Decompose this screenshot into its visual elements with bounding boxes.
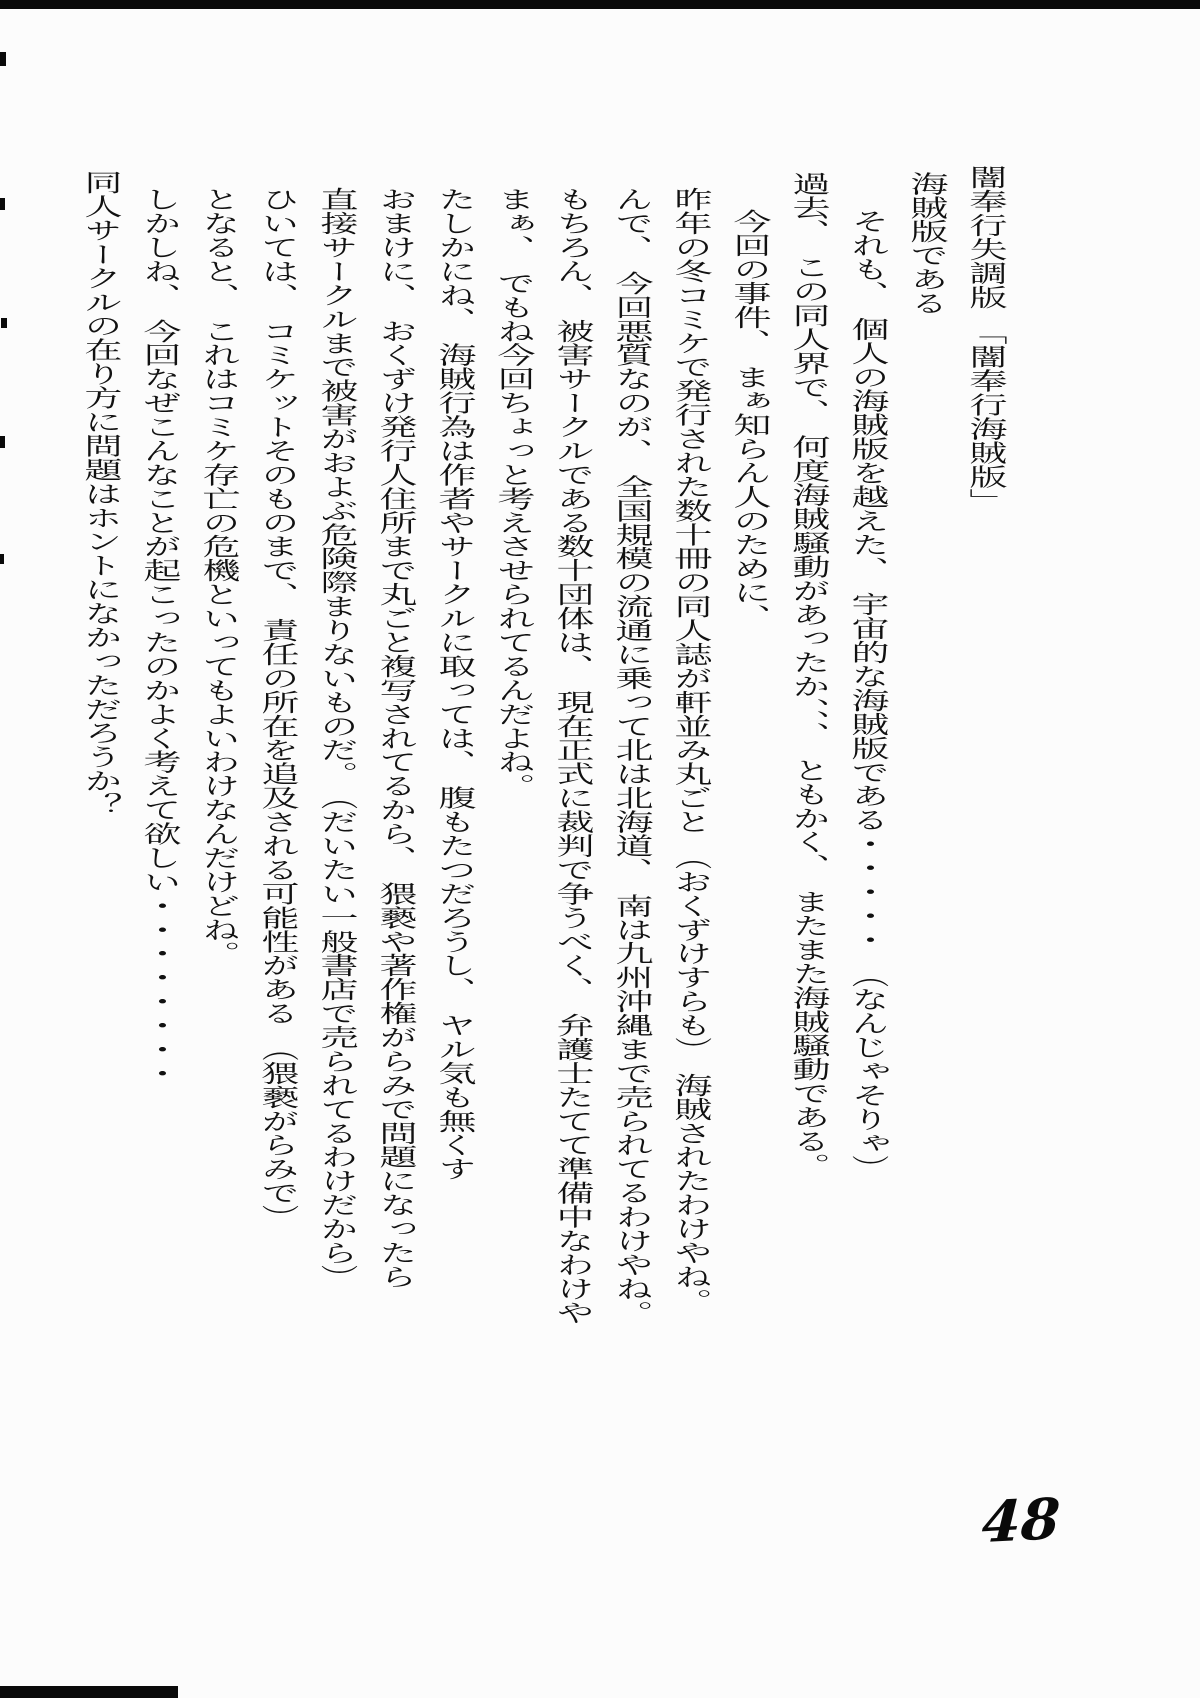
text-column: もちろん、 被害サークルである数十団体は、 現在正式に裁判で争うべく、 弁護士たてて準備中なわけや (550, 187, 592, 1325)
page-number: 48 (980, 1485, 1062, 1557)
vertical-text-block (69, 165, 1013, 1614)
text-column: ひいては、 コミケットそのものまで、 責任の所在を追及される可能性がある （猥褻がらみで） (255, 187, 297, 1229)
text-column: しかしね、 今回なぜこんなことが起こったのかよく考えて欲しい・・・・・・・・ (137, 187, 179, 1085)
text-column: まぁ、 でもね今回ちょっと考えさせられてるんだよね。 (491, 187, 533, 798)
text-column: それも、 個人の海賊版を越えた、 宇宙的な海賊版である・・・・・ （なんじゃそりゃ） (845, 209, 887, 1179)
text-column: 今回の事件、 まぁ知らん人のために、 (727, 209, 769, 629)
text-column: んで、 今回悪質なのが、 全国規模の流通に乗って北は北海道、 南は九州沖縄まで売られてるわけやね。 (609, 187, 651, 1325)
text-column: 直接サークルまで被害がおよぶ危険際まりないものだ。 （だいたい一般書店で売られてるわけだから） (314, 187, 356, 1289)
text-column: 過去、 この同人界で、 何度海賊騒動があったか、、、 ともかく、 またまた海賊騒動である。 (786, 171, 828, 1177)
text-column: 昨年の冬コミケで発行された数十冊の同人誌が軒並み丸ごと （おくずけすらも） 海賊されたわけやね。 (668, 187, 710, 1313)
scan-artifact-speck (1, 318, 7, 328)
scan-artifact-speck (0, 554, 4, 564)
text-column: たしかにね、 海賊行為は作者やサークルに取っては、 腹もたつだろうし、 ヤル気も無くす (432, 187, 474, 1181)
scan-artifact-speck (0, 52, 6, 66)
scan-artifact-top-bar (0, 0, 1200, 9)
scan-artifact-bottom-bar (0, 1686, 178, 1698)
text-column: おまけに、 おくずけ発行人住所まで丸ごと複写されてるから、 猥褻や著作権がらみで問題になったら (373, 187, 415, 1289)
text-column: 同人サークルの在り方に問題はホントになかっただろうか？ (78, 170, 120, 817)
text-column: 海賊版である (904, 171, 946, 315)
article-title: 闇奉行失調版 「闇奉行海賊版」 (963, 165, 1005, 513)
scan-artifact-speck (0, 198, 5, 210)
text-column: となると、 これはコミケ存亡の危機といってもよいわけなんだけどね。 (196, 187, 238, 966)
scan-artifact-speck (0, 436, 5, 448)
